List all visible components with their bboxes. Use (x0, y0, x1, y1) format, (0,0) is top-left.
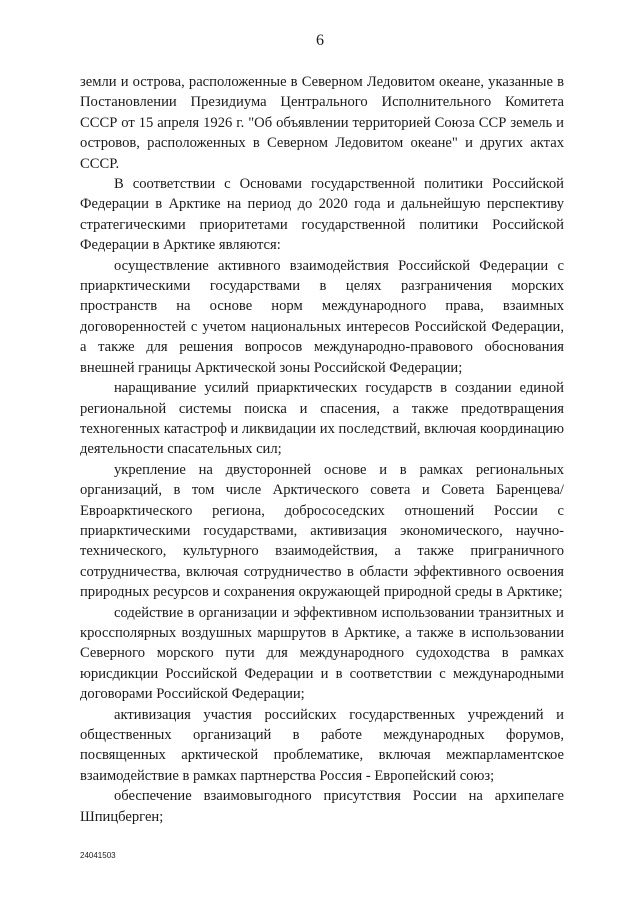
paragraph: земли и острова, расположенные в Северном Ледовитом океане, указанные в Постановлении Президиума Центрального Исполнительного Комитета СССР от 15 апреля 1926 г. "Об объявлении территорией Союза ССР земель и островов, расположенных в Северном Ледовитом океане" и других актах СССР. (80, 74, 564, 172)
paragraph: активизация участия российских государственных учреждений и общественных организаций в работе международных форумов, посвященных арктической проблематике, включая межпарламентское взаимодействие в рамках партнерства Россия - Европейский союз; (80, 706, 564, 784)
page-number: 6 (316, 32, 324, 49)
paragraph: наращивание усилий приарктических государств в создании единой региональной системы поиска и спасения, а также предотвращения техногенных катастроф и ликвидации их последствий, включая координацию деятельности спасательных сил; (80, 380, 565, 458)
paragraph: укрепление на двусторонней основе и в рамках региональных организаций, в том числе Арктического совета и Совета Баренцева/Евроарктического региона, добрососедских отношений России с приарктическими государствами, активизация экономического, научно-технического, культурного взаимодействия, а также приграничного сотрудничества, включая сотрудничество в области эффективного освоения природных ресурсов и сохранения окружающей природной среды в Арктике; (80, 461, 564, 601)
paragraph: В соответствии с Основами государственной политики Российской Федерации в Арктике на период до 2020 года и дальнейшую перспективу стратегическими приоритетами государственной политики Российской Федерации в Арктике являются: (80, 176, 564, 254)
paragraph: обеспечение взаимовыгодного присутствия России на архипелаге Шпицберген; (80, 788, 564, 825)
document-code: 24041503 (80, 851, 116, 860)
document-body (80, 72, 564, 827)
paragraph: осуществление активного взаимодействия Российской Федерации с приарктическими государствами в целях разграничения морских пространств на основе норм международного права, взаимных договоренностей с учетом национальных интересов Российской Федерации, а также для решения вопросов международно-правового обоснования внешней границы Арктической зоны Российской Федерации; (80, 257, 564, 376)
paragraph: содействие в организации и эффективном использовании транзитных и кроссполярных воздушных маршрутов в Арктике, а также в использовании Северного морского пути для международного судоходства в рамках юрисдикции Российской Федерации и в соответствии с международными договорами Российской Федерации; (80, 604, 564, 703)
